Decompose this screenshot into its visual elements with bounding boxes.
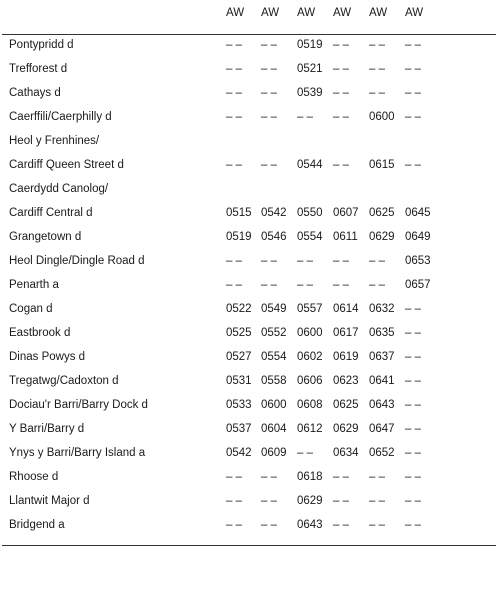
header-rule — [2, 34, 496, 35]
departure-time: 0617 — [333, 327, 359, 339]
departure-time: – – — [369, 519, 385, 531]
departure-time: – – — [405, 519, 421, 531]
departure-time: 0546 — [261, 231, 287, 243]
departure-time: 0549 — [261, 303, 287, 315]
departure-time: 0522 — [226, 303, 252, 315]
departure-time: – – — [297, 279, 313, 291]
station-name: Tregatwg/Cadoxton d — [9, 375, 119, 387]
station-name: Grangetown d — [9, 231, 82, 243]
departure-time: 0649 — [405, 231, 431, 243]
departure-time: – – — [333, 39, 349, 51]
departure-time: 0632 — [369, 303, 395, 315]
departure-time: – – — [405, 63, 421, 75]
departure-time: 0602 — [297, 351, 323, 363]
departure-time: 0647 — [369, 423, 395, 435]
departure-time: – – — [333, 279, 349, 291]
departure-time: – – — [405, 495, 421, 507]
departure-time: 0625 — [333, 399, 359, 411]
departure-time: 0623 — [333, 375, 359, 387]
departure-time: 0552 — [261, 327, 287, 339]
departure-time: 0619 — [333, 351, 359, 363]
departure-time: – – — [369, 63, 385, 75]
departure-time: 0515 — [226, 207, 252, 219]
departure-time: – – — [226, 279, 242, 291]
departure-time: 0643 — [297, 519, 323, 531]
departure-time: – – — [226, 495, 242, 507]
departure-time: – – — [261, 87, 277, 99]
departure-time: – – — [333, 111, 349, 123]
departure-time: 0542 — [261, 207, 287, 219]
departure-time: 0608 — [297, 399, 323, 411]
departure-time: – – — [333, 495, 349, 507]
departure-time: – – — [405, 351, 421, 363]
departure-time: – – — [261, 63, 277, 75]
departure-time: 0600 — [297, 327, 323, 339]
departure-time: 0625 — [369, 207, 395, 219]
station-name: Ynys y Barri/Barry Island a — [9, 447, 146, 459]
station-name: Rhoose d — [9, 471, 59, 483]
departure-time: – – — [405, 375, 421, 387]
station-name: Caerdydd Canolog/ — [9, 183, 109, 195]
operator-header: AW — [405, 7, 424, 19]
station-name: Caerffili/Caerphilly d — [9, 111, 112, 123]
departure-time: 0609 — [261, 447, 287, 459]
station-name: Eastbrook d — [9, 327, 71, 339]
departure-time: 0554 — [297, 231, 323, 243]
departure-time: – – — [333, 255, 349, 267]
departure-time: – – — [261, 519, 277, 531]
departure-time: – – — [369, 39, 385, 51]
departure-time: – – — [333, 87, 349, 99]
departure-time: – – — [261, 255, 277, 267]
departure-time: 0614 — [333, 303, 359, 315]
departure-time: 0544 — [297, 159, 323, 171]
departure-time: 0521 — [297, 63, 323, 75]
departure-time: – – — [405, 327, 421, 339]
departure-time: – – — [226, 159, 242, 171]
departure-time: – – — [226, 39, 242, 51]
departure-time: – – — [333, 519, 349, 531]
operator-header: AW — [226, 7, 245, 19]
station-name: Heol y Frenhines/ — [9, 135, 100, 147]
operator-header: AW — [297, 7, 316, 19]
departure-time: 0652 — [369, 447, 395, 459]
departure-time: 0533 — [226, 399, 252, 411]
station-name: Cardiff Central d — [9, 207, 93, 219]
departure-time: 0653 — [405, 255, 431, 267]
departure-time: 0539 — [297, 87, 323, 99]
departure-time: – – — [405, 303, 421, 315]
departure-time: – – — [369, 255, 385, 267]
station-name: Cogan d — [9, 303, 53, 315]
departure-time: – – — [226, 63, 242, 75]
departure-time: 0629 — [333, 423, 359, 435]
departure-time: 0606 — [297, 375, 323, 387]
departure-time: – – — [226, 111, 242, 123]
departure-time: – – — [333, 159, 349, 171]
departure-time: – – — [297, 255, 313, 267]
departure-time: 0615 — [369, 159, 395, 171]
departure-time: – – — [297, 111, 313, 123]
departure-time: – – — [297, 447, 313, 459]
departure-time: 0641 — [369, 375, 395, 387]
departure-time: – – — [261, 39, 277, 51]
departure-time: – – — [369, 279, 385, 291]
departure-time: 0629 — [297, 495, 323, 507]
departure-time: 0637 — [369, 351, 395, 363]
departure-time: 0607 — [333, 207, 359, 219]
departure-time: – – — [261, 471, 277, 483]
departure-time: – – — [405, 159, 421, 171]
departure-time: 0542 — [226, 447, 252, 459]
station-name: Pontypridd d — [9, 39, 74, 51]
station-name: Cardiff Queen Street d — [9, 159, 124, 171]
departure-time: – – — [369, 471, 385, 483]
departure-time: 0527 — [226, 351, 252, 363]
departure-time: 0519 — [297, 39, 323, 51]
departure-time: 0558 — [261, 375, 287, 387]
departure-time: – – — [226, 87, 242, 99]
departure-time: – – — [261, 495, 277, 507]
departure-time: – – — [405, 423, 421, 435]
station-name: Bridgend a — [9, 519, 65, 531]
departure-time: 0531 — [226, 375, 252, 387]
operator-header: AW — [261, 7, 280, 19]
departure-time: 0618 — [297, 471, 323, 483]
departure-time: – – — [226, 519, 242, 531]
departure-time: – – — [226, 255, 242, 267]
departure-time: 0554 — [261, 351, 287, 363]
departure-time: – – — [405, 111, 421, 123]
departure-time: – – — [405, 399, 421, 411]
departure-time: 0604 — [261, 423, 287, 435]
station-name: Cathays d — [9, 87, 61, 99]
departure-time: – – — [261, 159, 277, 171]
departure-time: 0645 — [405, 207, 431, 219]
departure-time: – – — [405, 447, 421, 459]
departure-time: – – — [261, 111, 277, 123]
departure-time: – – — [405, 471, 421, 483]
departure-time: – – — [369, 87, 385, 99]
station-name: Penarth a — [9, 279, 59, 291]
operator-header: AW — [333, 7, 352, 19]
departure-time: – – — [333, 63, 349, 75]
departure-time: 0629 — [369, 231, 395, 243]
departure-time: – – — [226, 471, 242, 483]
station-name: Dinas Powys d — [9, 351, 86, 363]
departure-time: 0550 — [297, 207, 323, 219]
departure-time: 0634 — [333, 447, 359, 459]
departure-time: – – — [405, 87, 421, 99]
footer-rule — [2, 545, 496, 546]
departure-time: 0612 — [297, 423, 323, 435]
departure-time: 0643 — [369, 399, 395, 411]
departure-time: 0557 — [297, 303, 323, 315]
departure-time: 0600 — [261, 399, 287, 411]
departure-time: 0635 — [369, 327, 395, 339]
station-name: Llantwit Major d — [9, 495, 90, 507]
departure-time: 0657 — [405, 279, 431, 291]
station-name: Trefforest d — [9, 63, 68, 75]
departure-time: 0519 — [226, 231, 252, 243]
departure-time: – – — [261, 279, 277, 291]
departure-time: – – — [369, 495, 385, 507]
departure-time: 0611 — [333, 231, 358, 243]
departure-time: 0525 — [226, 327, 252, 339]
departure-time: 0600 — [369, 111, 395, 123]
operator-header: AW — [369, 7, 388, 19]
station-name: Heol Dingle/Dingle Road d — [9, 255, 145, 267]
departure-time: 0537 — [226, 423, 252, 435]
departure-time: – – — [405, 39, 421, 51]
station-name: Y Barri/Barry d — [9, 423, 85, 435]
station-name: Dociau'r Barri/Barry Dock d — [9, 399, 148, 411]
departure-time: – – — [333, 471, 349, 483]
